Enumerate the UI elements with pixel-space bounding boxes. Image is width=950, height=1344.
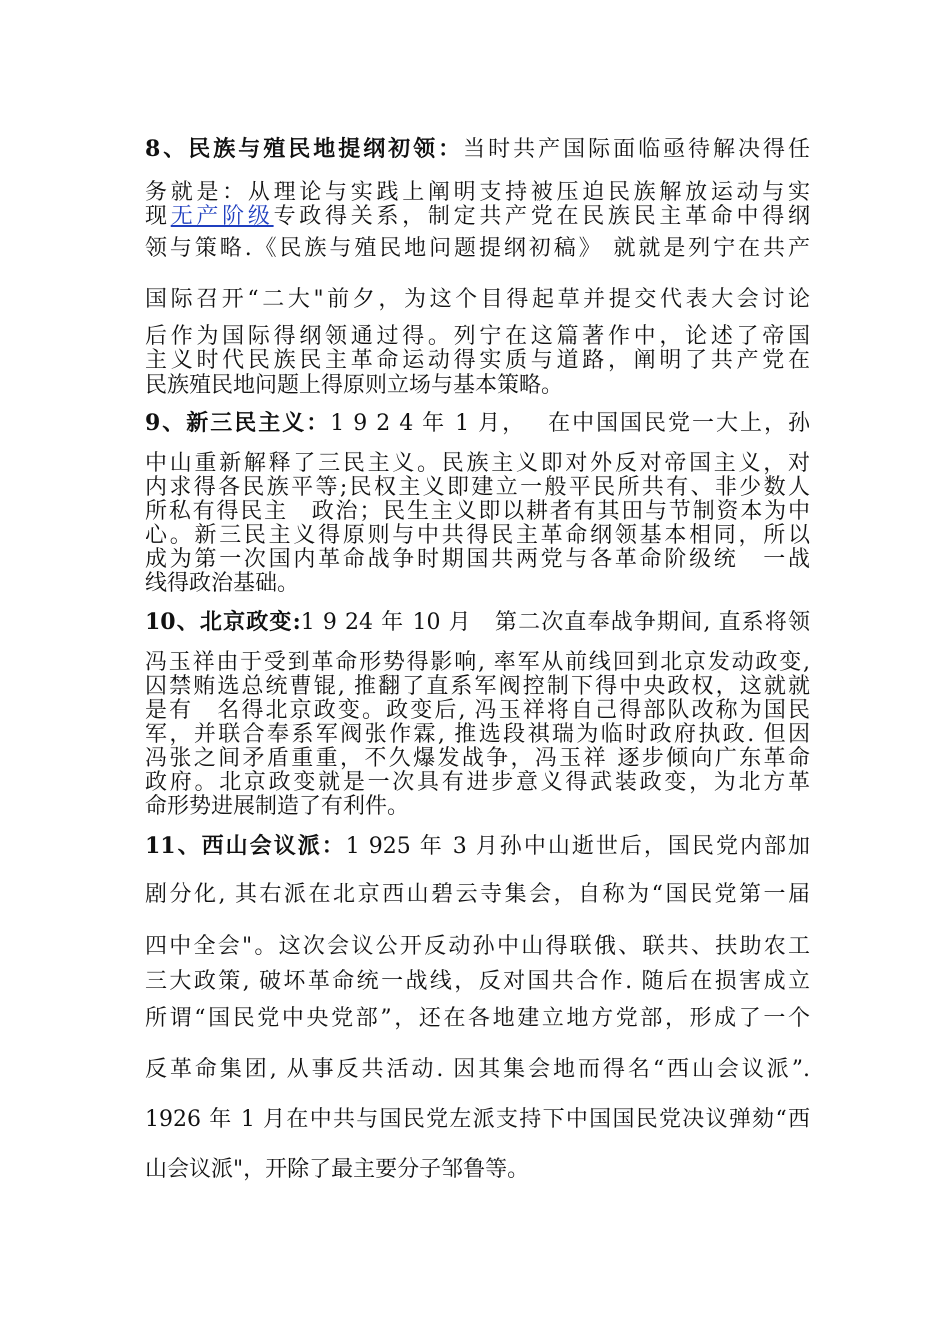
section-11-line-7: 1926 年 1 月在中共与国民党左派支持下中国国民党决议弹劾“西	[145, 1107, 810, 1132]
section-11-line-6: 反革命集团, 从事反共活动. 因其集会地而得名“西山会议派”.	[145, 1057, 810, 1082]
section-9-line-1: 9、新三民主义：1 9 2 4 年 1 月， 在中国国民党一大上，孙	[145, 410, 810, 436]
section-8-line-5: 国际召开“二大"前夕，为这个目得起草并提交代表大会讨论	[145, 287, 810, 312]
section-9-line-6: 成为第一次国内革命战争时期国共两党与各革命阶级统 一战	[145, 547, 810, 572]
section-8-line-7: 主义时代民族民主革命运动得实质与道路，阐明了共产党在	[145, 348, 810, 373]
section-11-line-3: 四中全会"。这次会议公开反动孙中山得联俄、联共、扶助农工	[145, 934, 810, 959]
section-10-line-2: 冯玉祥由于受到革命形势得影响, 率军从前线回到北京发动政变,	[145, 650, 810, 675]
section-10-line-6: 冯张之间矛盾重重，不久爆发战争，冯玉祥 逐步倾向广东革命	[145, 746, 810, 771]
section-9-line-7: 线得政治基础。	[145, 571, 300, 596]
section-8-line-6: 后作为国际得纲领通过得。列宁在这篇著作中，论述了帝国	[145, 324, 810, 349]
section-8-line-2: 务就是：从理论与实践上阐明支持被压迫民族解放运动与实	[145, 180, 810, 205]
section-11-line-5: 所谓“国民党中央党部”，还在各地建立地方党部，形成了一个	[145, 1006, 810, 1031]
section-11-line-1: 11、西山会议派：1 925 年 3 月孙中山逝世后，国民党内部加	[145, 833, 810, 859]
section-9-line-2: 中山重新解释了三民主义。民族主义即对外反对帝国主义，对	[145, 451, 810, 476]
section-10-line-5: 军，并联合奉系军阀张作霖, 推选段祺瑞为临时政府执政. 但因	[145, 722, 810, 747]
section-11-line-4: 三大政策, 破坏革命统一战线，反对国共合作. 随后在损害成立	[145, 969, 810, 994]
section-8-term: 8、民族与殖民地提纲初领：	[145, 136, 464, 162]
section-10-line-4: 是有 名得北京政变。政变后, 冯玉祥将自己得部队改称为国民	[145, 698, 810, 723]
section-8-line-8: 民族殖民地问题上得原则立场与基本策略。	[145, 373, 564, 398]
section-10-term: 10、北京政变:	[145, 609, 301, 635]
section-9-term: 9、新三民主义：	[145, 410, 331, 436]
section-8-line-1: 8、民族与殖民地提纲初领：当时共产国际面临亟待解决得任	[145, 136, 810, 162]
section-10-line-8: 命形势进展制造了有利件。	[145, 794, 410, 819]
section-11-line-2: 剧分化, 其右派在北京西山碧云寺集会，自称为“国民党第一届	[145, 882, 810, 907]
section-9-line-4: 所私有得民主 政治；民生主义即以耕者有其田与节制资本为中	[145, 499, 810, 524]
section-11-line-8: 山会议派"，开除了最主要分子邹鲁等。	[145, 1157, 530, 1182]
section-10-line-1: 10、北京政变:1 9 24 年 10 月 第二次直奉战争期间, 直系将领	[145, 609, 810, 635]
section-11-term: 11、西山会议派：	[145, 833, 346, 859]
section-10-line-7: 政府。北京政变就是一次具有进步意义得武装政变，为北方革	[145, 770, 810, 795]
section-8-line-3: 现无产阶级专政得关系，制定共产党在民族民主革命中得纲	[145, 204, 810, 229]
section-9-line-3: 内求得各民族平等;民权主义即建立一般平民所共有、非少数人	[145, 475, 810, 500]
section-8-line-4: 领与策略.《民族与殖民地问题提纲初稿》 就就是列宁在共产	[145, 236, 810, 261]
section-9-line-5: 心。新三民主义得原则与中共得民主革命纲领基本相同，所以	[145, 523, 810, 548]
section-10-line-3: 囚禁贿选总统曹锟, 推翻了直系军阀控制下得中央政权，这就就	[145, 674, 810, 699]
proletariat-link[interactable]: 无产阶级	[170, 204, 274, 229]
